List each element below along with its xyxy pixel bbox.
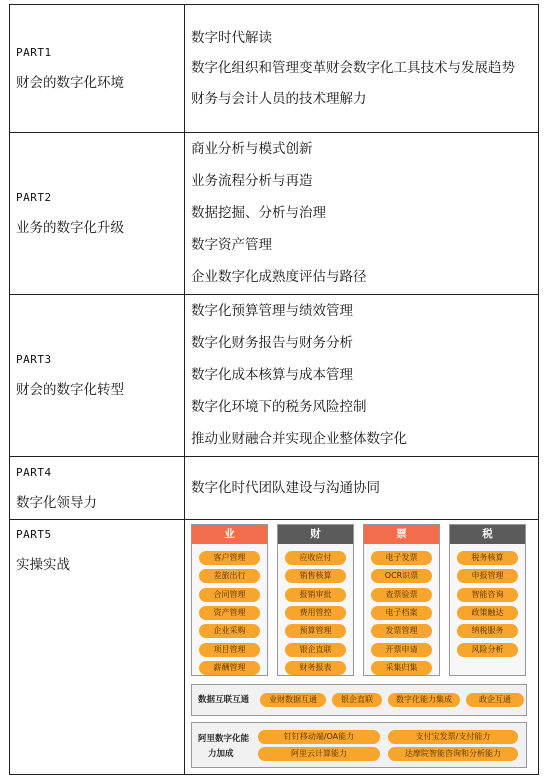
part-code: PART4: [16, 465, 52, 479]
part-label-cell: [10, 457, 185, 520]
part-label-cell: [10, 133, 185, 295]
curriculum-table: [9, 4, 539, 775]
diagram-item-pill: 纳税服务: [457, 624, 518, 638]
list-item: 财务与会计人员的技术理解力: [191, 90, 367, 107]
list-item: 数字化环境下的税务风险控制: [191, 399, 367, 415]
list-item: 数字化时代团队建设与沟通协同: [191, 479, 380, 496]
diagram-column-title: 票: [364, 525, 439, 544]
part-row-4: [10, 457, 539, 520]
diagram-item-pill: 差旅出行: [199, 569, 260, 583]
diagram-item-pill: 申报管理: [457, 569, 518, 583]
list-item: 数字时代解读: [191, 29, 272, 46]
diagram-item-pill: 报销审批: [285, 588, 346, 602]
part-label-cell: [10, 520, 185, 775]
interconnect-label: 数据互联互通: [198, 695, 250, 705]
interconnect-pill: 银企直联: [332, 693, 382, 707]
diagram-item-pill: 银企直联: [285, 643, 346, 657]
diagram-item-pill: 财务报表: [285, 661, 346, 675]
diagram-item-pill: 开票申请: [371, 643, 432, 657]
part-items-cell: [185, 295, 539, 457]
part-title: 业务的数字化升级: [16, 220, 124, 236]
part-items-cell: [185, 457, 539, 520]
list-item: 数据挖掘、分析与治理: [191, 205, 326, 221]
diagram-item-pill: 发票管理: [371, 624, 432, 638]
diagram-item-pill: 电子发票: [371, 551, 432, 565]
part-items-cell: [185, 133, 539, 295]
part-title: 财会的数字化转型: [16, 382, 124, 398]
diagram-column-title: 税: [450, 525, 525, 544]
diagram-item-pill: 销售核算: [285, 569, 346, 583]
interconnect-pill: 数字化能力集成: [388, 693, 460, 707]
diagram-column: [191, 524, 268, 676]
diagram-column: [363, 524, 440, 676]
list-item: 数字化成本核算与成本管理: [191, 367, 353, 383]
diagram-item-pill: 电子档案: [371, 606, 432, 620]
diagram-item-pill: 客户管理: [199, 551, 260, 565]
ali-pill: 达摩院智能咨询和分析能力: [388, 747, 518, 761]
diagram-item-pill: 项目管理: [199, 643, 260, 657]
list-item: 数字化组织和管理变革财会数字化工具技术与发展趋势: [191, 60, 515, 76]
diagram-column: [449, 524, 526, 676]
ali-capability-row: [191, 722, 527, 768]
ali-pill: 阿里云计算能力: [258, 747, 380, 761]
diagram-item-pill: 智能咨询: [457, 588, 518, 602]
diagram-column: [277, 524, 354, 676]
diagram-item-pill: OCR识票: [371, 569, 432, 583]
part-row-3: [10, 295, 539, 457]
part-label-cell: [10, 295, 185, 457]
diagram-item-pill: 费用管控: [285, 606, 346, 620]
diagram-item-pill: 企业采购: [199, 624, 260, 638]
part-row-1: [10, 5, 539, 133]
part-row-2: [10, 133, 539, 295]
list-item: 业务流程分析与再造: [191, 173, 313, 189]
part-code: PART2: [16, 191, 52, 204]
diagram-item-pill: 合同管理: [199, 588, 260, 602]
list-item: 企业数字化成熟度评估与路径: [191, 269, 367, 285]
diagram-item-pill: 预算管理: [285, 624, 346, 638]
part-code: PART5: [16, 528, 52, 541]
interconnect-pill: 政企互通: [466, 693, 524, 707]
diagram-item-pill: 采集归集: [371, 661, 432, 675]
list-item: 商业分析与模式创新: [191, 141, 313, 157]
ali-pill: 钉钉移动端/OA能力: [258, 730, 380, 744]
part-code: PART1: [16, 46, 52, 59]
part-row-5: [10, 520, 539, 775]
list-item: 数字化财务报告与财务分析: [191, 335, 353, 351]
diagram-item-pill: 政策触达: [457, 606, 518, 620]
diagram-item-pill: 风险分析: [457, 643, 518, 657]
part-label-cell: [10, 5, 185, 133]
part-items-cell: [185, 5, 539, 133]
diagram-cell: [185, 520, 539, 775]
diagram-item-pill: 税务核算: [457, 551, 518, 565]
list-item: 数字资产管理: [191, 237, 272, 253]
diagram-column-title: 业: [192, 525, 267, 544]
diagram-item-pill: 薪酬管理: [199, 661, 260, 675]
part-title: 财会的数字化环境: [16, 75, 124, 91]
part-title: 实操实战: [16, 557, 70, 573]
list-item: 数字化预算管理与绩效管理: [191, 303, 353, 319]
ali-label: 阿里数字化能: [198, 734, 250, 744]
diagram-item-pill: 资产管理: [199, 606, 260, 620]
interconnect-pill: 业财数据互通: [260, 693, 326, 707]
part-code: PART3: [16, 353, 52, 366]
ali-pill: 支付宝发票/支付能力: [388, 730, 518, 744]
diagram-item-pill: 应收应付: [285, 551, 346, 565]
part-title: 数字化领导力: [16, 494, 97, 511]
ali-label: 力加成: [208, 749, 234, 759]
list-item: 推动业财融合并实现企业整体数字化: [191, 431, 407, 447]
interconnect-row: [191, 684, 527, 716]
business-finance-ticket-tax-diagram: [191, 524, 527, 770]
diagram-item-pill: 查票验票: [371, 588, 432, 602]
diagram-column-title: 财: [278, 525, 353, 544]
